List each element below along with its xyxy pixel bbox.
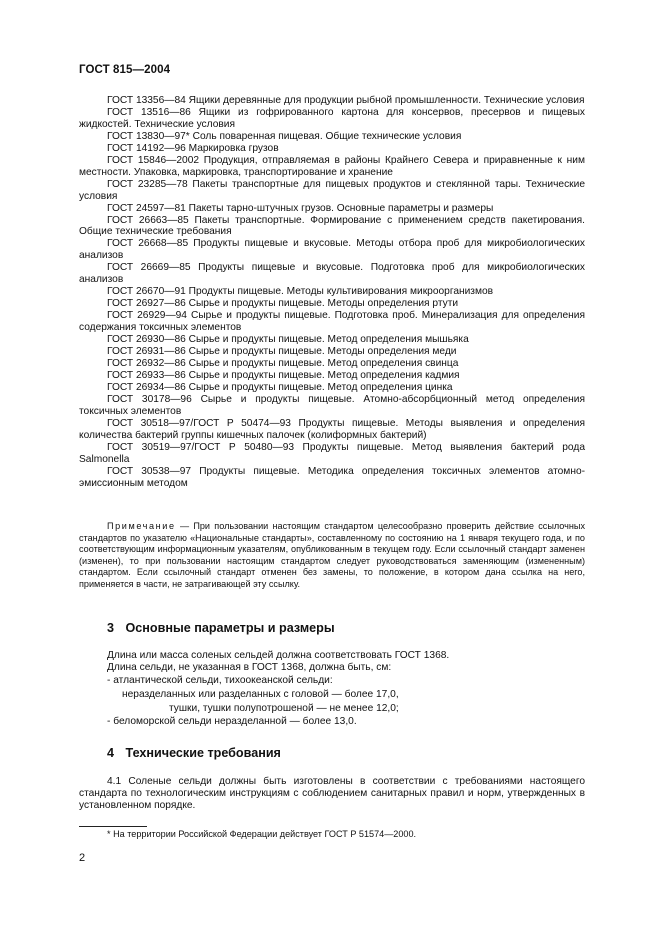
reference-item: ГОСТ 15846—2002 Продукция, отправляемая в районы Крайнего Севера и приравненные к ним местности. Упаковка, маркировка, транспортирование и хранение — [79, 154, 585, 178]
reference-item: ГОСТ 26927—86 Сырье и продукты пищевые. Методы определения ртути — [107, 298, 459, 310]
reference-item: ГОСТ 26931—86 Сырье и продукты пищевые. Методы определения меди — [107, 346, 457, 358]
reference-item: ГОСТ 24597—81 Пакеты тарно-штучных грузов. Основные параметры и размеры — [107, 202, 494, 214]
reference-item: ГОСТ 26934—86 Сырье и продукты пищевые. Метод определения цинка — [107, 381, 453, 393]
reference-item: ГОСТ 26930—86 Сырье и продукты пищевые. Метод определения мышьяка — [107, 334, 469, 346]
section-3-list-item: - атлантической сельди, тихоокеанской сельди: — [107, 675, 333, 686]
reference-item: ГОСТ 14192—96 Маркировка грузов — [107, 142, 279, 154]
reference-item: ГОСТ 13516—86 Ящики из гофрированного картона для консервов, пресервов и пищевых жидкостей. Технические условия — [79, 106, 585, 130]
section-4-title: Технические требования — [125, 746, 281, 760]
note-label: Примечание — [107, 521, 176, 531]
reference-item: ГОСТ 30178—96 Сырье и продукты пищевые. Атомно-абсорбционный метод определения токсичных элементов — [79, 393, 585, 417]
reference-item: ГОСТ 13356—84 Ящики деревянные для продукции рыбной промышленности. Технические условия — [107, 95, 585, 106]
reference-item: ГОСТ 26670—91 Продукты пищевые. Методы культивирования микроорганизмов — [107, 286, 494, 298]
document-header: ГОСТ 815—2004 — [79, 64, 171, 76]
reference-item: ГОСТ 26929—94 Сырье и продукты пищевые. Подготовка проб. Минерализация для определения содержания токсичных элементов — [79, 310, 585, 334]
reference-item: ГОСТ 26669—85 Продукты пищевые и вкусовые. Подготовка проб для микробиологических анализов — [79, 262, 585, 286]
section-4-paragraph: 4.1 Соленые сельди должны быть изготовлены в соответствии с требованиями настоящего стандарта по технологическим инструкциям с соблюдением санитарных правил и норм, утвержденных в установленном порядке. — [79, 776, 585, 811]
normative-references-list — [79, 95, 585, 489]
reference-item: ГОСТ 26932—86 Сырье и продукты пищевые. Метод определения свинца — [107, 357, 459, 369]
reference-item: ГОСТ 26668—85 Продукты пищевые и вкусовые. Методы отбора проб для микробиологических анализов — [79, 238, 585, 262]
section-3-number: 3 — [107, 621, 115, 635]
reference-item: ГОСТ 13830—97* Соль поваренная пищевая. Общие технические условия — [107, 130, 462, 142]
section-3-paragraph: Длина или масса соленых сельдей должна соответствовать ГОСТ 1368. — [107, 650, 450, 661]
reference-item: ГОСТ 30519—97/ГОСТ Р 50480—93 Продукты пищевые. Метод выявления бактерий рода Salmonella — [79, 441, 585, 465]
section-3-list-subitem: неразделанных или разделанных с головой — более 17,0, — [122, 689, 399, 700]
page-number: 2 — [79, 852, 86, 864]
footnote: * На территории Российской Федерации действует ГОСТ Р 51574—2000. — [107, 829, 417, 839]
section-3-list-subitem: тушки, тушки полупотрошеной — не менее 12,0; — [169, 703, 399, 714]
reference-item: ГОСТ 23285—78 Пакеты транспортные для пищевых продуктов и стеклянной тары. Технические условия — [79, 178, 585, 202]
section-4-number: 4 — [107, 746, 115, 760]
reference-note — [79, 521, 585, 591]
reference-item: ГОСТ 30538—97 Продукты пищевые. Методика определения токсичных элементов атомно-эмиссионным методом — [79, 465, 585, 489]
section-4-heading — [107, 746, 281, 760]
reference-item: ГОСТ 26933—86 Сырье и продукты пищевые. Метод определения кадмия — [107, 369, 460, 381]
reference-item: ГОСТ 26663—85 Пакеты транспортные. Формирование с применением средств пакетирования. Общие технические требования — [79, 214, 585, 238]
section-3-heading — [107, 621, 335, 635]
section-3-paragraph: Длина сельди, не указанная в ГОСТ 1368, должна быть, см: — [107, 662, 392, 673]
reference-item: ГОСТ 30518—97/ГОСТ Р 50474—93 Продукты пищевые. Методы выявления и определения количества бактерий группы кишечных палочек (колиформных бактерий) — [79, 417, 585, 441]
note-text: — При пользовании настоящим стандартом целесообразно проверить действие ссылочных стандартов по указателю «Национальные стандарты», составленному по состоянию на 1 января текущего года, и по соответствующим информационным указателям, опубликованным в текущем году. Если ссылочный стандарт заменен (изменен), то при пользовании настоящим стандартом следует руководствоваться заменяющим (измененным) стандартом. Если ссылочный стандарт отменен без замены, то положение, в котором дана ссылка на него, применяется в части, не затрагивающей эту ссылку. — [79, 521, 585, 589]
section-3-list-item: - беломорской сельди неразделанной — более 13,0. — [107, 716, 357, 727]
footnote-divider — [79, 826, 147, 827]
section-3-title: Основные параметры и размеры — [125, 621, 335, 635]
